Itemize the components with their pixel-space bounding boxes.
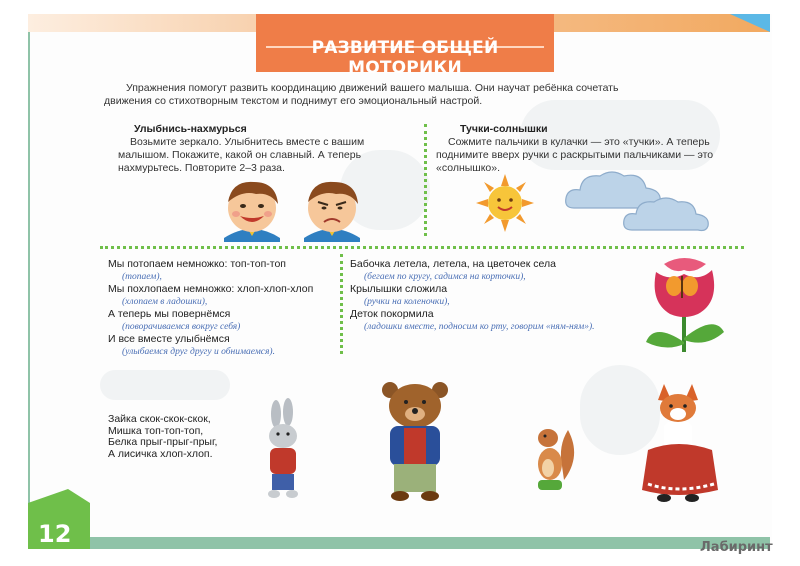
bottom-decor-strip (90, 537, 770, 549)
page-number: 12 (38, 520, 72, 548)
squirrel-illustration (528, 420, 576, 494)
exercise-smile-title: Улыбнись-нахмурься (134, 123, 247, 135)
poem-stomp (108, 258, 348, 358)
bear-illustration (376, 376, 458, 502)
poem-line: А теперь мы повернёмся (108, 308, 231, 320)
watermark: Лабиринт (700, 540, 773, 555)
poem-note: (бегаем по кругу, садимся на корточки), (364, 271, 526, 282)
poem-note: (топаем), (122, 271, 162, 282)
poem-note: (хлопаем в ладошки), (122, 296, 208, 307)
sun-illustration (476, 174, 534, 232)
poem-line: Деток покормила (350, 308, 434, 320)
bunny-illustration (258, 402, 308, 500)
poem-note: (поворачиваемся вокруг себя) (122, 321, 241, 332)
exercise-clouds-title: Тучки-солнышки (460, 123, 548, 135)
faded-background-shape (100, 370, 230, 400)
poem-line: Мы похлопаем немножко: хлоп-хлоп-хлоп (108, 283, 314, 295)
poem-line: И все вместе улыбнёмся (108, 333, 230, 345)
exercise-smile-body: Возьмите зеркало. Улыбнитесь вместе с вашим малышом. Покажите, какой он славный. А теперь нахмурьтесь. Повторите 2–3 раза. (118, 136, 365, 174)
divider-vertical (424, 124, 427, 236)
divider-vertical (340, 254, 343, 354)
poem-line: Бабочка летела, летела, на цветочек села (350, 258, 556, 270)
poem-note: (улыбаемся друг другу и обнимаемся). (122, 346, 275, 357)
fox-illustration (638, 380, 722, 506)
poem-line: Мы потопаем немножко: топ-топ-топ (108, 258, 286, 270)
poem-note: (ладошки вместе, подносим ко рту, говорим «ням-ням»). (364, 321, 595, 332)
flower-butterfly-illustration (640, 252, 730, 356)
divider-horizontal (100, 246, 744, 249)
poem-line: Зайка скок-скок-скок, (108, 413, 211, 425)
poem-line: Белка прыг-прыг-прыг, (108, 436, 218, 448)
exercise-clouds-body: Сожмите пальчики в кулачки — это «тучки». А теперь поднимите вверх ручки с раскрытыми пальчиками — это «солнышко». (436, 136, 714, 174)
cloud-illustration (622, 194, 712, 234)
poem-line: Мишка топ-топ-топ, (108, 424, 204, 437)
boy-smiling-illustration (216, 176, 288, 242)
poem-line: А лисичка хлоп-хлоп. (108, 447, 213, 460)
boy-frowning-illustration (296, 176, 368, 242)
poem-note: (ручки на коленочки), (364, 296, 450, 307)
poem-animals (108, 414, 248, 460)
page-title: РАЗВИТИЕ ОБЩЕЙ МОТОРИКИ (311, 38, 499, 78)
intro-paragraph: Упражнения помогут развить координацию движений вашего малыша. Они научат ребёнка сочетать движения со стихотворным текстом и поднимут его эмоциональный настрой. (104, 82, 619, 107)
poem-line: Крылышки сложила (350, 283, 448, 295)
poem-butterfly (350, 258, 650, 333)
